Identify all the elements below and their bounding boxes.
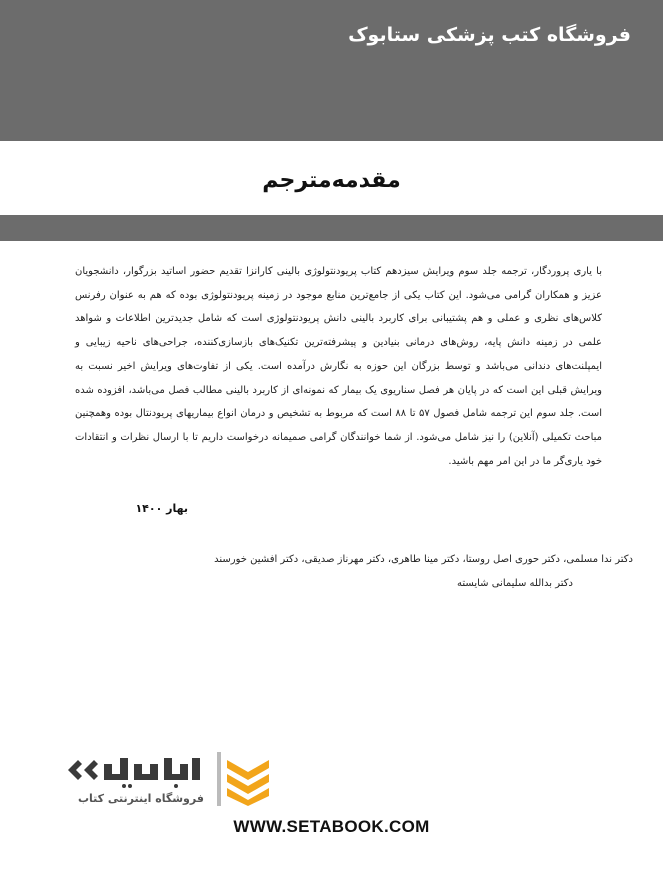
brand-wordmark-icon [64,750,214,792]
translators-line-2: دکتر بدالله سلیمانی شایسته [457,578,573,589]
date-line: بهار ۱۴۰۰ [135,502,188,515]
store-title: فروشگاه کتب پزشکی ستابوک [348,24,631,46]
translators-list [53,548,633,596]
website-url: WWW.SETABOOK.COM [233,817,430,836]
translators-line-1: دکتر ندا مسلمی، دکتر حوری اصل روستا، دکتر مینا طاهری، دکتر مهرناز صدیقی، دکتر افشین خورسند [214,554,633,565]
setabook-logo [60,748,290,818]
book-stack-icon [217,752,279,806]
divider-band [0,215,663,241]
section-title: مقدمه‌مترجم [262,168,401,193]
preface-paragraph: با یاری پروردگار، ترجمه جلد سوم ویرایش سیزدهم کتاب پریودنتولوژی بالینی کارانزا تقدیم حضور اساتید بزرگوار، دانشجویان عزیز و همکاران گرامی می‌شود. این کتاب یکی از جامع‌ترین منابع موجود در زمینه پریودنتولوژی بوده که هم به عنوان رفرنس کلاس‌های نظری و عملی و هم پشتیبانی برای کاربرد بالینی دانش پریودنتولوژی است که شامل جدیدترین اطلاعات و شواهد علمی در زمینه دانش پایه، روش‌های درمانی بنیادین و پیشرفته‌ترین تکنیک‌های بازسازی‌کننده، جراحی‌های ناحیه زیبایی و ایمپلنت‌های دندانی می‌باشد و توسط بزرگان این حوزه به نگارش درآمده است. یکی از تفاوت‌های ویرایش اخیر نسبت به ویرایش قبلی این است که در پایان هر فصل سناریوی یک بیمار که نمونه‌ای از کاربرد بالینی مطالب فصل می‌باشد، افزوده شده است. جلد سوم این ترجمه شامل فصول ۵۷ تا ۸۸ است که مربوط به تشخیص و درمان انواع بیماریهای پریودنتال بوده وهمچنین مباحث تکمیلی (آنلاین) را نیز شامل می‌شود. از شما خوانندگان گرامی صمیمانه درخواست داریم تا با ارسال نظرات و انتقادات خود یاری‌گر ما در این امر مهم باشید. [75,266,603,467]
header-band [0,0,663,141]
logo-tagline: فروشگاه اینترنتی کتاب [78,792,204,805]
